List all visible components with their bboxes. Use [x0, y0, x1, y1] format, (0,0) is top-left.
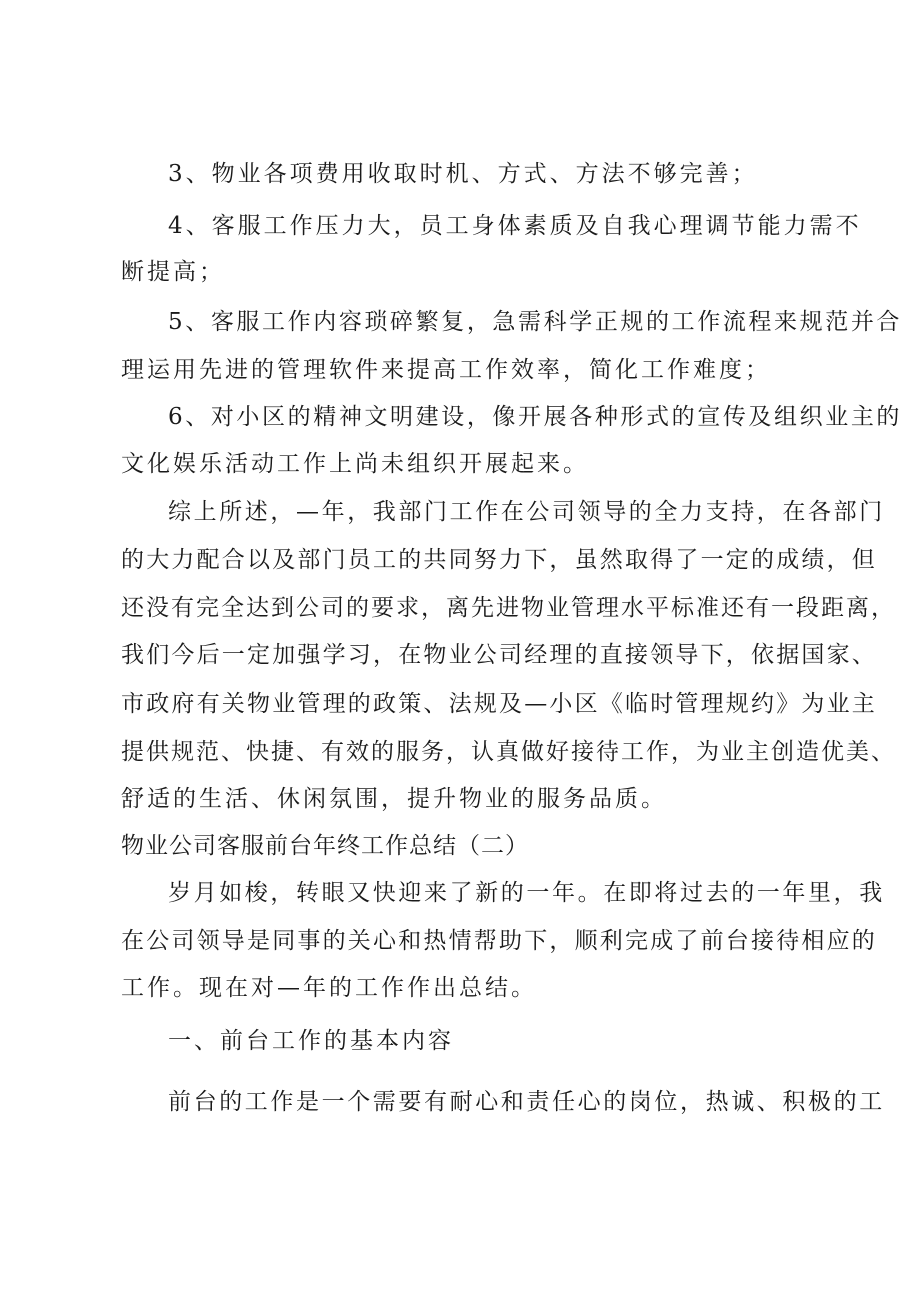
paragraph-item-6-line-2: 文化娱乐活动工作上尚未组织开展起来。 [121, 451, 589, 477]
paragraph-summary-line-4: 我们今后一定加强学习，在物业公司经理的直接领导下，依据国家、 [121, 642, 877, 668]
paragraph-item-4-line-2: 断提高； [121, 259, 225, 285]
paragraph-summary-line-6: 提供规范、快捷、有效的服务，认真做好接待工作，为业主创造优美、 [121, 739, 896, 765]
paragraph-intro-line-2: 在公司领导是同事的关心和热情帮助下，顺利完成了前台接待相应的 [121, 928, 877, 954]
paragraph-intro-line-3: 工作。现在对—年的工作作出总结。 [121, 975, 537, 1001]
heading-front-desk-content: 一、前台工作的基本内容 [168, 1028, 454, 1054]
paragraph-item-6-line-1: 6、对小区的精神文明建设，像开展各种形式的宣传及组织业主的 [168, 404, 903, 430]
paragraph-item-5-line-2: 理运用先进的管理软件来提高工作效率，简化工作难度； [121, 357, 771, 383]
paragraph-item-4-line-1: 4、客服工作压力大，员工身体素质及自我心理调节能力需不 [168, 213, 862, 239]
paragraph-summary-line-1: 综上所述，—年，我部门工作在公司领导的全力支持，在各部门 [168, 499, 885, 525]
paragraph-item-3-line-1: 3、物业各项费用收取时机、方式、方法不够完善； [168, 161, 758, 187]
paragraph-intro-line-1: 岁月如梭，转眼又快迎来了新的一年。在即将过去的一年里，我 [168, 880, 885, 906]
paragraph-summary-line-5: 市政府有关物业管理的政策、法规及—小区《临时管理规约》为业主 [121, 691, 877, 717]
paragraph-front-desk-line-1: 前台的工作是一个需要有耐心和责任心的岗位，热诚、积极的工 [168, 1089, 885, 1115]
paragraph-item-5-line-1: 5、客服工作内容琐碎繁复，急需科学正规的工作流程来规范并合 [168, 309, 903, 335]
paragraph-summary-line-2: 的大力配合以及部门员工的共同努力下，虽然取得了一定的成绩，但 [121, 547, 877, 573]
paragraph-summary-line-7: 舒适的生活、休闲氛围，提升物业的服务品质。 [121, 786, 667, 812]
paragraph-summary-line-3: 还没有完全达到公司的要求，离先进物业管理水平标准还有一段距离， [121, 595, 896, 621]
section-title: 物业公司客服前台年终工作总结（二） [121, 833, 529, 859]
